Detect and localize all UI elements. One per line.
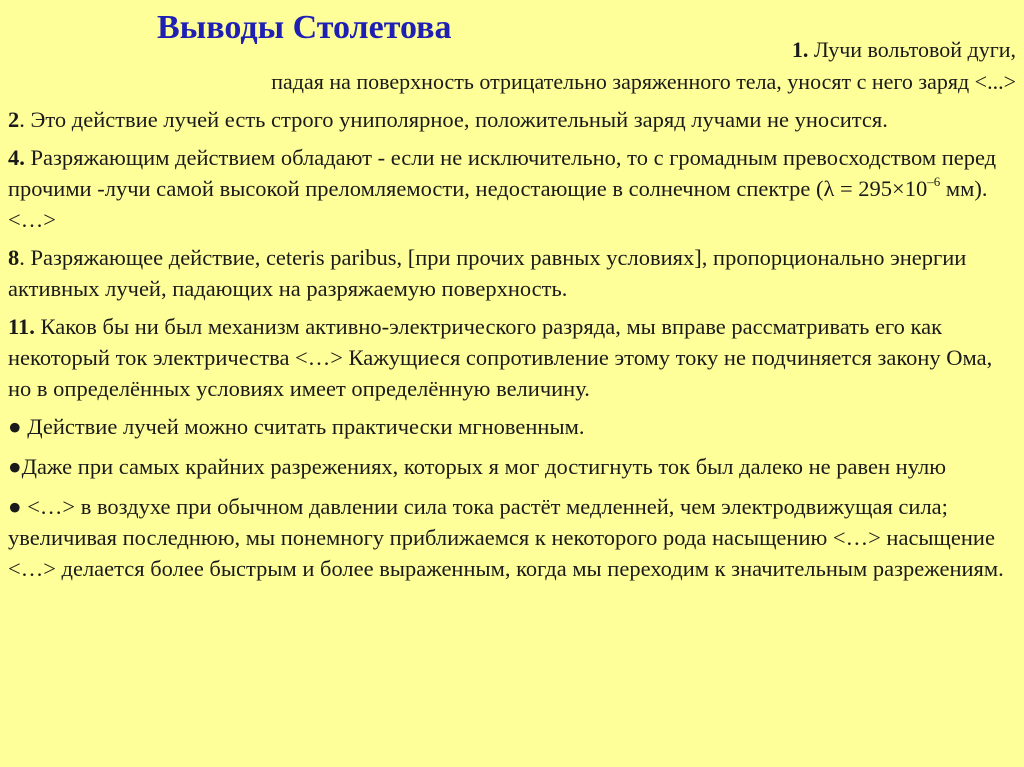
conclusion-1 [96, 34, 1016, 98]
conclusion-text: Разряжающим действием обладают - если не исключительно, то с громадным превосходством перед прочими -лучи самой высокой преломляемости, недостающие в солнечном спектре (λ = 295×10 [8, 145, 997, 201]
conclusion-number: 4. [8, 145, 25, 170]
conclusion-text-continued: падая на поверхность отрицательно заряженного тела, уносят с него заряд <...> [271, 69, 1016, 94]
conclusion-number: 1. [791, 37, 809, 62]
conclusion-11 [8, 311, 1014, 404]
conclusion-number: 8 [8, 245, 20, 270]
conclusion-text-end: мм). <…> [8, 176, 988, 232]
bullet-item: ● <…> в воздухе при обычном давлении сила тока растёт медленней, чем электродвижущая сила; увеличивая последнюю, мы понемногу приближаемся к некоторого рода насыщению <…> насыщение <…> делается более быстрым и более выраженным, когда мы переходим к значительным разрежениям. [8, 494, 1004, 581]
conclusion-number: 11. [8, 314, 35, 339]
bullet-item: ●Даже при самых крайних разрежениях, которых я мог достигнуть ток был далеко не равен нулю [8, 454, 947, 479]
conclusion-number: 2 [8, 107, 20, 132]
conclusion-4 [8, 142, 1014, 235]
conclusion-2 [8, 104, 1014, 135]
conclusion-text: . Разряжающее действие, ceteris paribus, [при прочих равных условиях], пропорционально энергии активных лучей, падающих на разряжаемую поверхность. [8, 245, 967, 301]
conclusion-text: Каков бы ни был механизм активно-электрического разряда, мы вправе рассматривать его как некоторый ток электричества <…> Кажущиеся сопротивление этому току не подчиняется закону Ома, но в определённых условиях имеет определённую величину. [8, 314, 993, 401]
conclusion-8 [8, 242, 1014, 304]
slide-title: Выводы Столетова [157, 9, 452, 46]
exponent: –6 [927, 173, 941, 189]
conclusion-text: . Это действие лучей есть строго униполярное, положительный заряд лучами не уносится. [19, 107, 888, 132]
conclusions-list [8, 104, 1014, 591]
bullet-item: ● Действие лучей можно считать практически мгновенным. [8, 414, 585, 439]
conclusion-text: Лучи вольтовой дуги, [808, 37, 1016, 62]
